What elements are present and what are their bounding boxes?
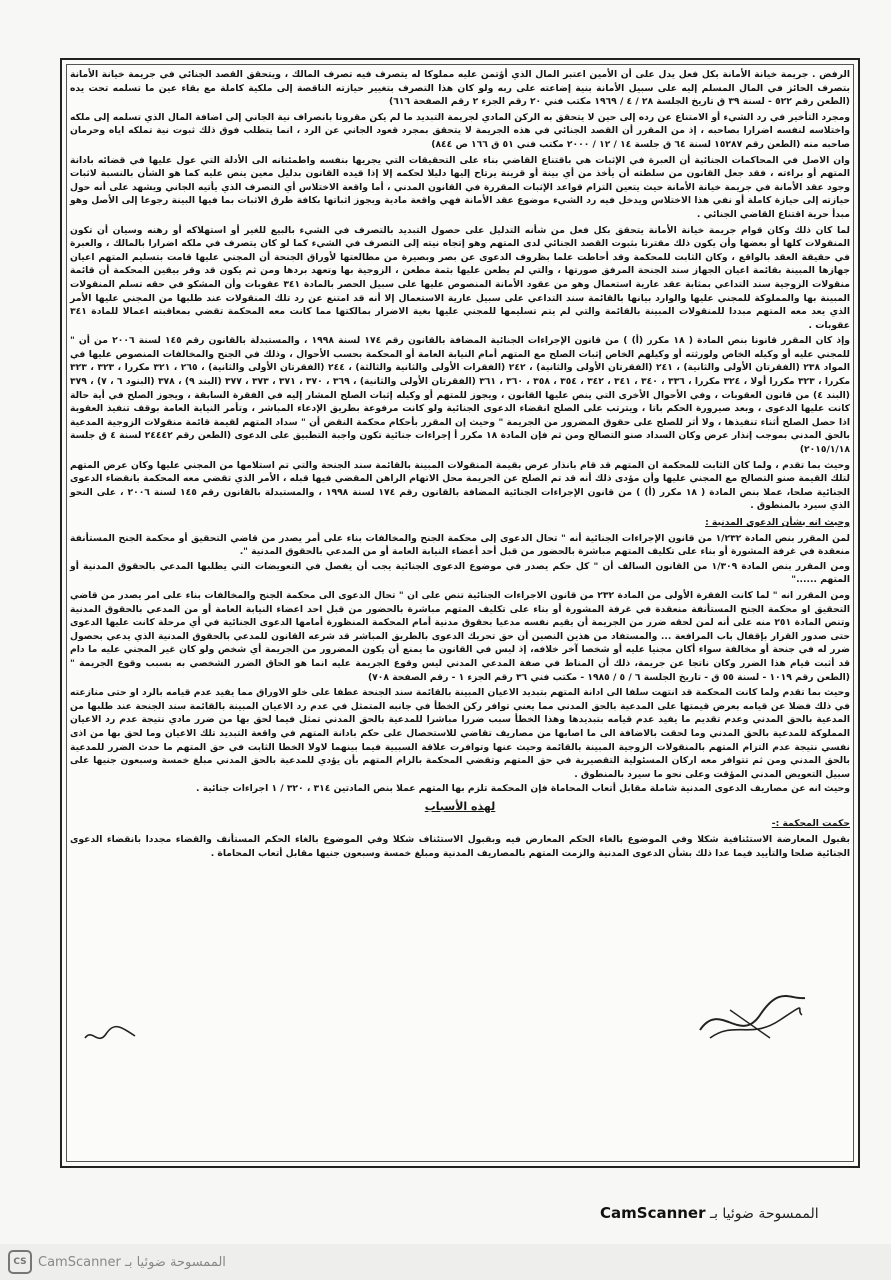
- civil-paragraph-5: وحيث انه عن مصاريف الدعوى المدنية شاملة مقابل أتعاب المحاماة فإن المحكمة تلزم بها المتهم عملا بنص المادتين ٣١٤ ، ٣٢٠ / ١ اجراءات جنائية .: [196, 783, 850, 795]
- paragraph-5: وإذ كان المقرر قانونا بنص المادة ( ١٨ مكرر (أ) ) من قانون الإجراءات الجنائية المضافة بالقانون رقم ١٧٤ لسنة ١٩٩٨ ، والمستبدلة بالقانون رقم ١٤٥ لسنة ٢٠٠٦ من أن " للمجني عليه أو وكيله الخاص ولورثته أو وكيلهم الخاص إثبات الصلح مع المتهم أمام النيابة العامة أو المحكمة بحسب الأحوال ، وذلك في الجنح والمخالفات المنصوص عليها في المواد ٢٣٨ (الفقرتان الأولى والثانية) ، ٢٤١ (الفقرتان الأولى والثانية) ، ٢٤٢ (الفقرات الأولى والثانية والثالثة) ، ٢٤٤ (الفقرتان الأولى والثانية) ، ٢٦٥ ، ٣٢١ مكررا ، ٣٢٣ ، ٣٢٣ مكررا ، ٣٢٣ مكررا أولا ، ٣٢٤ مكررا ، ٣٣٦ ، ٣٤٠ ، ٣٤١ ، ٣٤٢ ، ٣٥٤ ، ٣٥٨ ، ٣٦٠ ، ٣٦١ (الفقرتان الأولى والثانية) ، ٣٦٩ ، ٣٧٠ ، ٣٧١ ، ٣٧٣ ، ٣٧٧ (البند ٩) ، ٣٧٨ (البنود ٦ ، ٧) ، ٣٧٩ (البند ٤) من قانون العقوبات ، وفي الأحوال الأخرى التي ينص عليها القانون ، ويجوز للمتهم أو وكيله إثبات الصلح المشار إليه في الفقرة السابقة ، ويجوز الصلح في أية حالة كانت عليها الدعوى ، وبعد صيرورة الحكم باتا ، ويترتب على الصلح انقضاء الدعوى الجنائية ولو كانت مرفوعة بطريق الإدعاء المباشر ، وتأمر النيابة العامة بوقف تنفيذ العقوبة اذا حصل الصلح أثناء تنفيذها ، ولا أثر للصلح على حقوق المضرور من الجريمة " وحيث إن المقرر بأحكام محكمة النقض أن " سداد المتهم لقيمة قائمة منقولات الزوجية المدعية بالحق المدني بموجب إنذار عرض وكان السداد صنو التصالح ومن ثم فإن المادة ١٨ مكرر أ إجراءات جنائية تكون واجبة التطبيق على الدعوى (الطعن رقم ٢٤٤٤٢ لسنة ٤ ق جلسة ٢٠١٥/١/١٨): [70, 335, 851, 456]
- camscanner-watermark-bar: [0, 1244, 891, 1280]
- judge-signature-icon: [690, 990, 810, 1050]
- watermark-text: CamScanner الممسوحة ضوئيا بـ: [38, 1254, 226, 1270]
- civil-paragraph-1: لمن المقرر بنص المادة ١/٢٣٢ من قانون الإجراءات الجنائية أنه " تحال الدعوى إلى محكمة الجنح والمخالفات بناء على أمر يصدر من قاضي التحقيق أو محكمة الجنح المستأنفة منعقدة في غرفة المشورة أو بناء على تكليف المتهم مباشرة بالحضور من قبل أحد أعضاء النيابة العامة أو من المدعي بالحقوق المدنية ".: [70, 532, 850, 558]
- clerk-signature-icon: [80, 1020, 140, 1050]
- camscanner-brand: CamScanner: [600, 1204, 706, 1222]
- ruling-text: بقبول المعارضة الاستئنافية شكلا وفي الموضوع بالغاء الحكم المعارض فيه وبقبول الاستئناف شكلا وفي الموضوع بالغاء الحكم المستأنف والقضاء مجددا بانقضاء الدعوى الجنائية صلحا والتأييد فيما عدا ذلك بشأن الدعوى المدنية والزمت المتهم بالمصاريف المدنية ومبلغ خمسة وسبعون جنيها مقابل أتعاب المحاماة .: [70, 834, 850, 859]
- paragraph-4: لما كان ذلك وكان قوام جريمة خيانة الأمانة يتحقق بكل فعل من شأنه التدليل على حصول التبديد بالتصرف في الشيء بالبيع للغير أو استهلاكه أو رهنه وسيان أن تكون المنقولات كلها أو بعضها وأن يكون ذلك مقترنا بثبوت القصد الجنائي لدى المتهم وهو إتجاه نيته إلى التصرف في الشيء كما لو كان يتصرف في ملكه اضرارا بالمالك ، والعبرة في حقيقة العقد بالواقع ، وكان الثابت للمحكمة وقد أحاطت علما بظروف الدعوى عن بصر وبصيرة من مطالعتها لأوراق الجنحة أن المجني عليها قامت بتسليم المتهم اعيان جهازها المبينة بقائمة اعيان الجهاز سند الجنحة المرفق صورتها ، والتي لم يطعن عليها بثمة مطعن ، الزوجية بها وتعهد بردها ومن ثم يكون قد وقر بيقين المحكمة أن قائمة منقولات الزوجية سند التداعي بمثابة عقد عارية استعمال وهو من عقود الأمانة المنصوص عليها على سبيل الحصر بالمادة ٣٤١ عقوبات وأن المشكو في حقه تسلم المنقولات المبينة بها والمملوكة للمجني عليها والوارد بيانها بالقائمة سند التداعي على سبيل عارية الاستعمال إلا أنه قد امتنع عن رد تلك المنقولات عند طلبها من المجني عليها الأمر الذي يعد معه المتهم مبددا للمنقولات المبينة بالقائمة والتي لم يتم تسليمها للمجني عليها بغية الاضرار بمالكتها مما كانت معه المحكمة تقضي بمعاقبته اعمالا للمادة ٣٤١ عقوبات .: [70, 224, 850, 331]
- paragraph-1: الرفض . جريمة خيانة الأمانة بكل فعل يدل على أن الأمين اعتبر المال الذي أؤتمن عليه مملوكا له يتصرف فيه تصرف المالك ، ويتحقق القصد الجنائي في جريمة خيانة الأمانة بتصرف الحائز في المال المسلم إليه على سبيل الأمانة بنية إضاعته على ربه ولو كان هذا التصرف بتغيير حيازته الناقصة إلى ملكية كاملة مع بقاء عين ما تسلمه تحت يده (الطعن رقم ٥٢٢ - لسنة ٣٩ ق تاريخ الجلسة ٢٨ / ٤ / ١٩٦٩ مكتب فني ٢٠ رقم الجزء ٢ رقم الصفحة ٦١٦): [70, 69, 850, 108]
- scanned-by-text: الممسوحة ضوئيا بـ: [709, 1206, 819, 1222]
- civil-claim-heading: وحيث انه بشأن الدعوى المدنية :: [705, 517, 850, 528]
- paragraph-3: وان الاصل في المحاكمات الجنائية أن العبرة في الإثبات هي باقتناع القاضي بناء على التحقيقات التي يجريها بنفسه واطمئنانه الى الأدلة التي عول عليها في قضائه بادانة المتهم أو براءته ، فقد جعل القانون من سلطته أن يأخذ من أي بينة أو قرينة يرتاح إليها دليلا لحكمه إلا إذا قيده القانون بدليل معين ينص عليه كما هو الشأن بالنسبة لاثبات وجود عقد الأمانة في جريمة خيانة الأمانة حيث يتعين التزام قواعد الإثبات المقررة في القانون المدني ، أما واقعة الاختلاس أي التصرف الذي يأتيه الجاني ويشهد على أنه حول حيازته إلى حيازة كاملة أو نفي هذا الاختلاس ويدخل فيه رد الشيء موضوع عقد الأمانة فهي واقعة مادية ويجوز اثباتها بكافة طرق الاثبات بما فيها البينة رجوعا إلى الأصل وهو مبدأ حرية اقتناع القاضي الجنائي .: [70, 154, 850, 220]
- paragraph-6: وحيث بما تقدم ، ولما كان الثابت للمحكمة ان المتهم قد قام بانذار عرض بقيمة المنقولات المبينة بالقائمة سند الجنحة والتي تم استلامها من المجني عليها وكان عرض المتهم لتلك القيمة صنو التصالح مع المجني عليها وأن مؤدى ذلك أنه قد تم الصلح عن الجريمة محل الاتهام الراهن المقضي فيها قبله ، الأمر الذي تقضي معه المحكمة بانقضاء الدعوى الجنائية صلحا، عملا بنص المادة ( ١٨ مكرر (أ) ) من قانون الإجراءات الجنائية المضافة بالقانون رقم ١٧٤ لسنة ١٩٩٨ ، والمستبدلة بالقانون رقم ١٤٥ لسنة ٢٠٠٦ ، على النحو الذي سيرد بالمنطوق .: [70, 459, 850, 512]
- paragraph-2: ومجرد التأخير في رد الشيء أو الامتناع عن رده إلى حين لا يتحقق به الركن المادي لجريمة التبديد ما لم يكن مقرونا بانصراف نية الجاني إلى اضافة المال الذي تسلمه إلى ملكه واختلاسه لنفسه اضرارا بصاحبه ، إذ من المقرر أن القصد الجنائي في هذه الجريمة لا يتحقق بمجرد قعود الجاني عن الرد ، انما يتطلب فوق ذلك ثبوت نية تملكه اياه وحرمان صاحبه منه (الطعن رقم ١٥٢٨٧ لسنة ٦٤ ق جلسة ١٤ / ١٢ / ٢٠٠٠ مكتب فني ٥١ ق ١٦٦ ص ٨٤٤): [70, 111, 850, 150]
- civil-paragraph-4: وحيث بما تقدم ولما كانت المحكمة قد انتهت سلفا الى ادانة المتهم بتبديد الاعيان المبينة بالقائمة سند الجنحة عطفا على خلو الاوراق مما يفيد عدم قيامه بالرد او حتى منازعته في ذلك فضلا عن قيامه بعرض قيمتها على المدعية بالحق المدني مما يعني توافر ركن الخطأ في جانبه المتمثل في عدم رد الاعيان المبينة بالقائمة سند الجنحة عند طلبها من المدعية بالحق المدني وعدم تقديم ما يفيد عدم قيامه بتبديدها وهذا الخطأ سبب ضررا مباشرا للمدعية بالحق المدني تمثل فيما لحق بها من ضرر مادي نتيجة عدم رد الاعيان المملوكة للمدعية بالحق المدني وما لحقت بالاضافة الى ما اصابها من مصاريف تقاضي للاستحصال على حكم بادانة المتهم في واقعة التبديد تلك الاعيان وما لحق بها من اذى نفسي نتيجة عدم التزام المتهم بالمنقولات الزوجية المبينة بالقائمة وحيث عنها وتوافرت علاقة السببية فيما بينهما لاولا الخطا الثابت في حق المتهم ما حدث الضرر للمدعية بالحق المدني ومن ثم تتوافر معه اركان المسئولية التقصيرية في حق المتهم وتقضي المحكمة بالزام المتهم بأن يؤدي للمدعية بالحق المدني مبلغ خمسة وسبعون جنيها على سبيل التعويض المدني المؤقت وعلى نحو ما سيرد بالمنطوق .: [70, 687, 850, 780]
- reasons-heading: لهذه الأسباب: [424, 799, 496, 813]
- camscanner-caption: [600, 1204, 819, 1222]
- camscanner-logo-icon: CS: [8, 1250, 32, 1274]
- civil-paragraph-2: ومن المقرر بنص المادة ١/٣٠٩ من القانون السالف أن " كل حكم يصدر في موضوع الدعوى الجنائية يجب أن يفصل في التعويضات التي يطلبها المدعي بالحقوق المدنية أو المتهم ......": [70, 560, 850, 586]
- civil-paragraph-3: ومن المقرر انه " لما كانت الفقرة الأولى من المادة ٢٣٢ من قانون الاجراءات الجنائية تنص على ان " تحال الدعوى الى محكمة الجنح والمخالفات بناء على امر يصدر من قاضي التحقيق او محكمة الجنح المستأنفة منعقدة في غرفة المشورة أو بناء على تكليف المتهم مباشرة بالحضور من قبل احد اعضاء النيابة العامة أو من المدعي بالحقوق المدنية وتنص المادة ٢٥١ منه على أنه لمن لحقه ضرر من الجريمة أن يقيم نفسه مدعيا بحقوق مدنية أمام المحكمة المنظورة أمامها الدعوى الجنائية في أي مرحلة كانت عليها الدعوى حتى صدور القرار بإقفال باب المرافعة ... والمستفاد من هذين النصين أن حق تحريك الدعوى بالطريق المباشر قد شرعه القانون للمدعي بالحقوق المدنية الذي يدعي بحصول ضرر له في جنحة أو مخالفة سواء أكان مجنيا عليه أو شخصا آخر خلافه، إذ ليس في القانون ما يمنع أن يكون المضرور من الجريمة أي شخص ولو كان غير المجني عليه ما دام قد أثبت قيام هذا الضرر وكان ناتجا عن جريمة، ذلك أن المناط في صفة المدعي المدني ليس وقوع الجريمة عليه انما هو الحاق الضرر الشخصي به بسبب وقوع الجريمة " (الطعن رقم ١٠١٩ - لسنة ٥٥ ق - تاريخ الجلسة ٦ / ٥ / ١٩٨٥ - مكتب فني ٣٦ رقم الجزء ١ - رقم الصفحة ٧٠٨): [70, 589, 850, 683]
- judgment-text: [70, 68, 850, 861]
- ruling-title: حكمت المحكمة :-: [771, 818, 850, 830]
